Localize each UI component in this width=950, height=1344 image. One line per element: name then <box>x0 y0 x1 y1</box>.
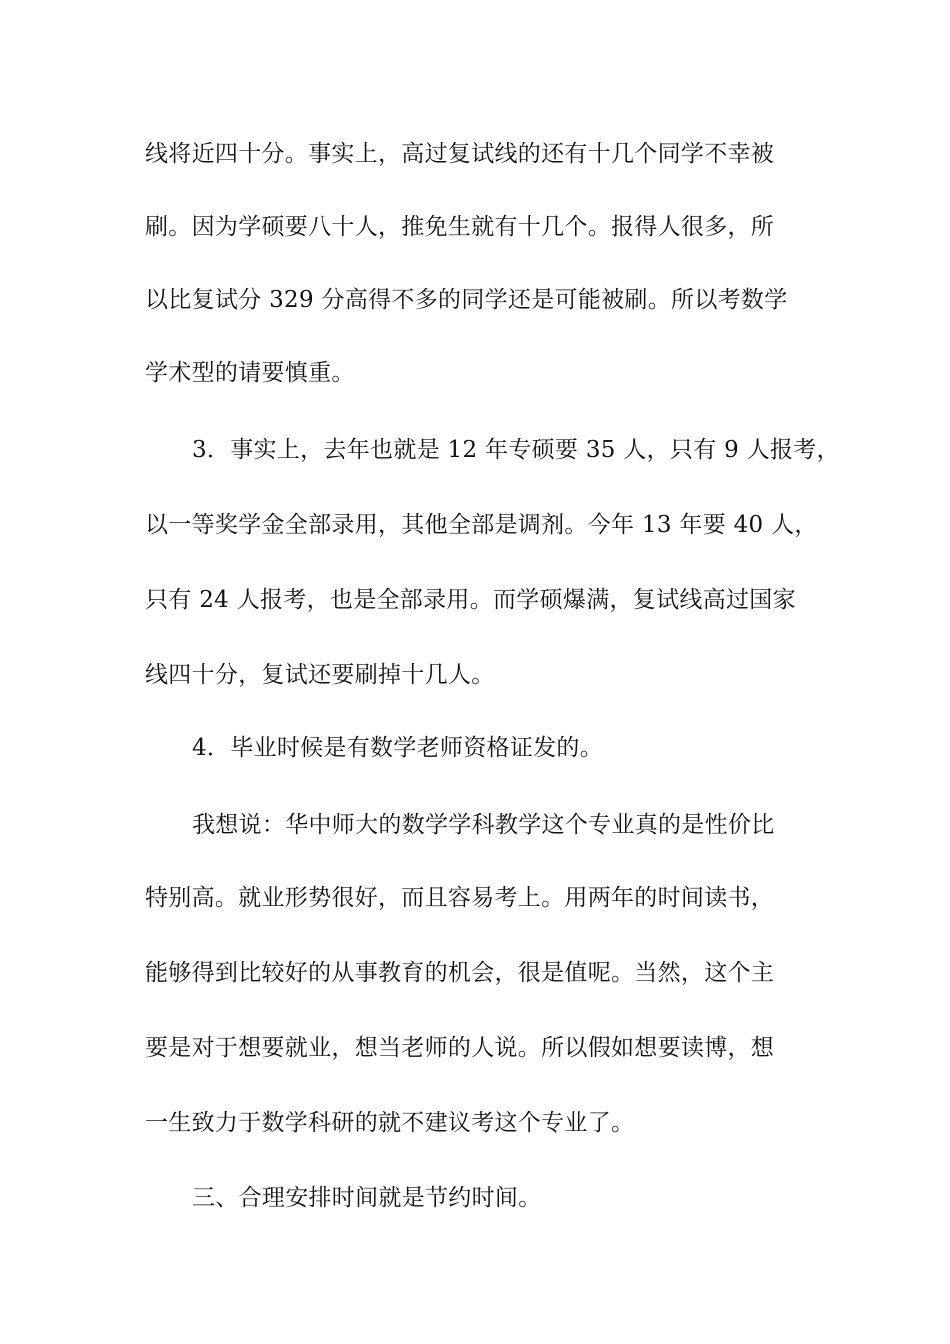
text-line: 以比复试分 329 分高得不多的同学还是可能被刷。所以考数学 <box>145 287 788 313</box>
text-line: 三、合理安排时间就是节约时间。 <box>192 1185 542 1211</box>
text-line: 只有 24 人报考，也是全部录用。而学硕爆满，复试线高过国家 <box>145 587 796 613</box>
text-line: 我想说：华中师大的数学学科教学这个专业真的是性价比 <box>192 812 775 838</box>
text-line: 特别高。就业形势很好，而且容易考上。用两年的时间读书， <box>145 885 775 911</box>
text-line: 刷。因为学硕要八十人，推免生就有十几个。报得人很多，所 <box>145 214 775 240</box>
text-line: 4．毕业时候是有数学老师资格证发的。 <box>192 735 604 761</box>
text-line: 要是对于想要就业，想当老师的人说。所以假如想要读博，想 <box>145 1035 775 1061</box>
text-line: 以一等奖学金全部录用，其他全部是调剂。今年 13 年要 40 人， <box>145 512 818 538</box>
text-line: 线四十分，复试还要刷掉十几人。 <box>145 662 495 688</box>
text-line: 线将近四十分。事实上，高过复试线的还有十几个同学不幸被 <box>145 141 775 167</box>
text-line: 能够得到比较好的从事教育的机会，很是值呢。当然，这个主 <box>145 960 775 986</box>
text-line: 3．事实上，去年也就是 12 年专硕要 35 人，只有 9 人报考， <box>192 437 840 463</box>
text-line: 学术型的请要慎重。 <box>145 360 355 386</box>
text-line: 一生致力于数学科研的就不建议考这个专业了。 <box>145 1110 635 1136</box>
